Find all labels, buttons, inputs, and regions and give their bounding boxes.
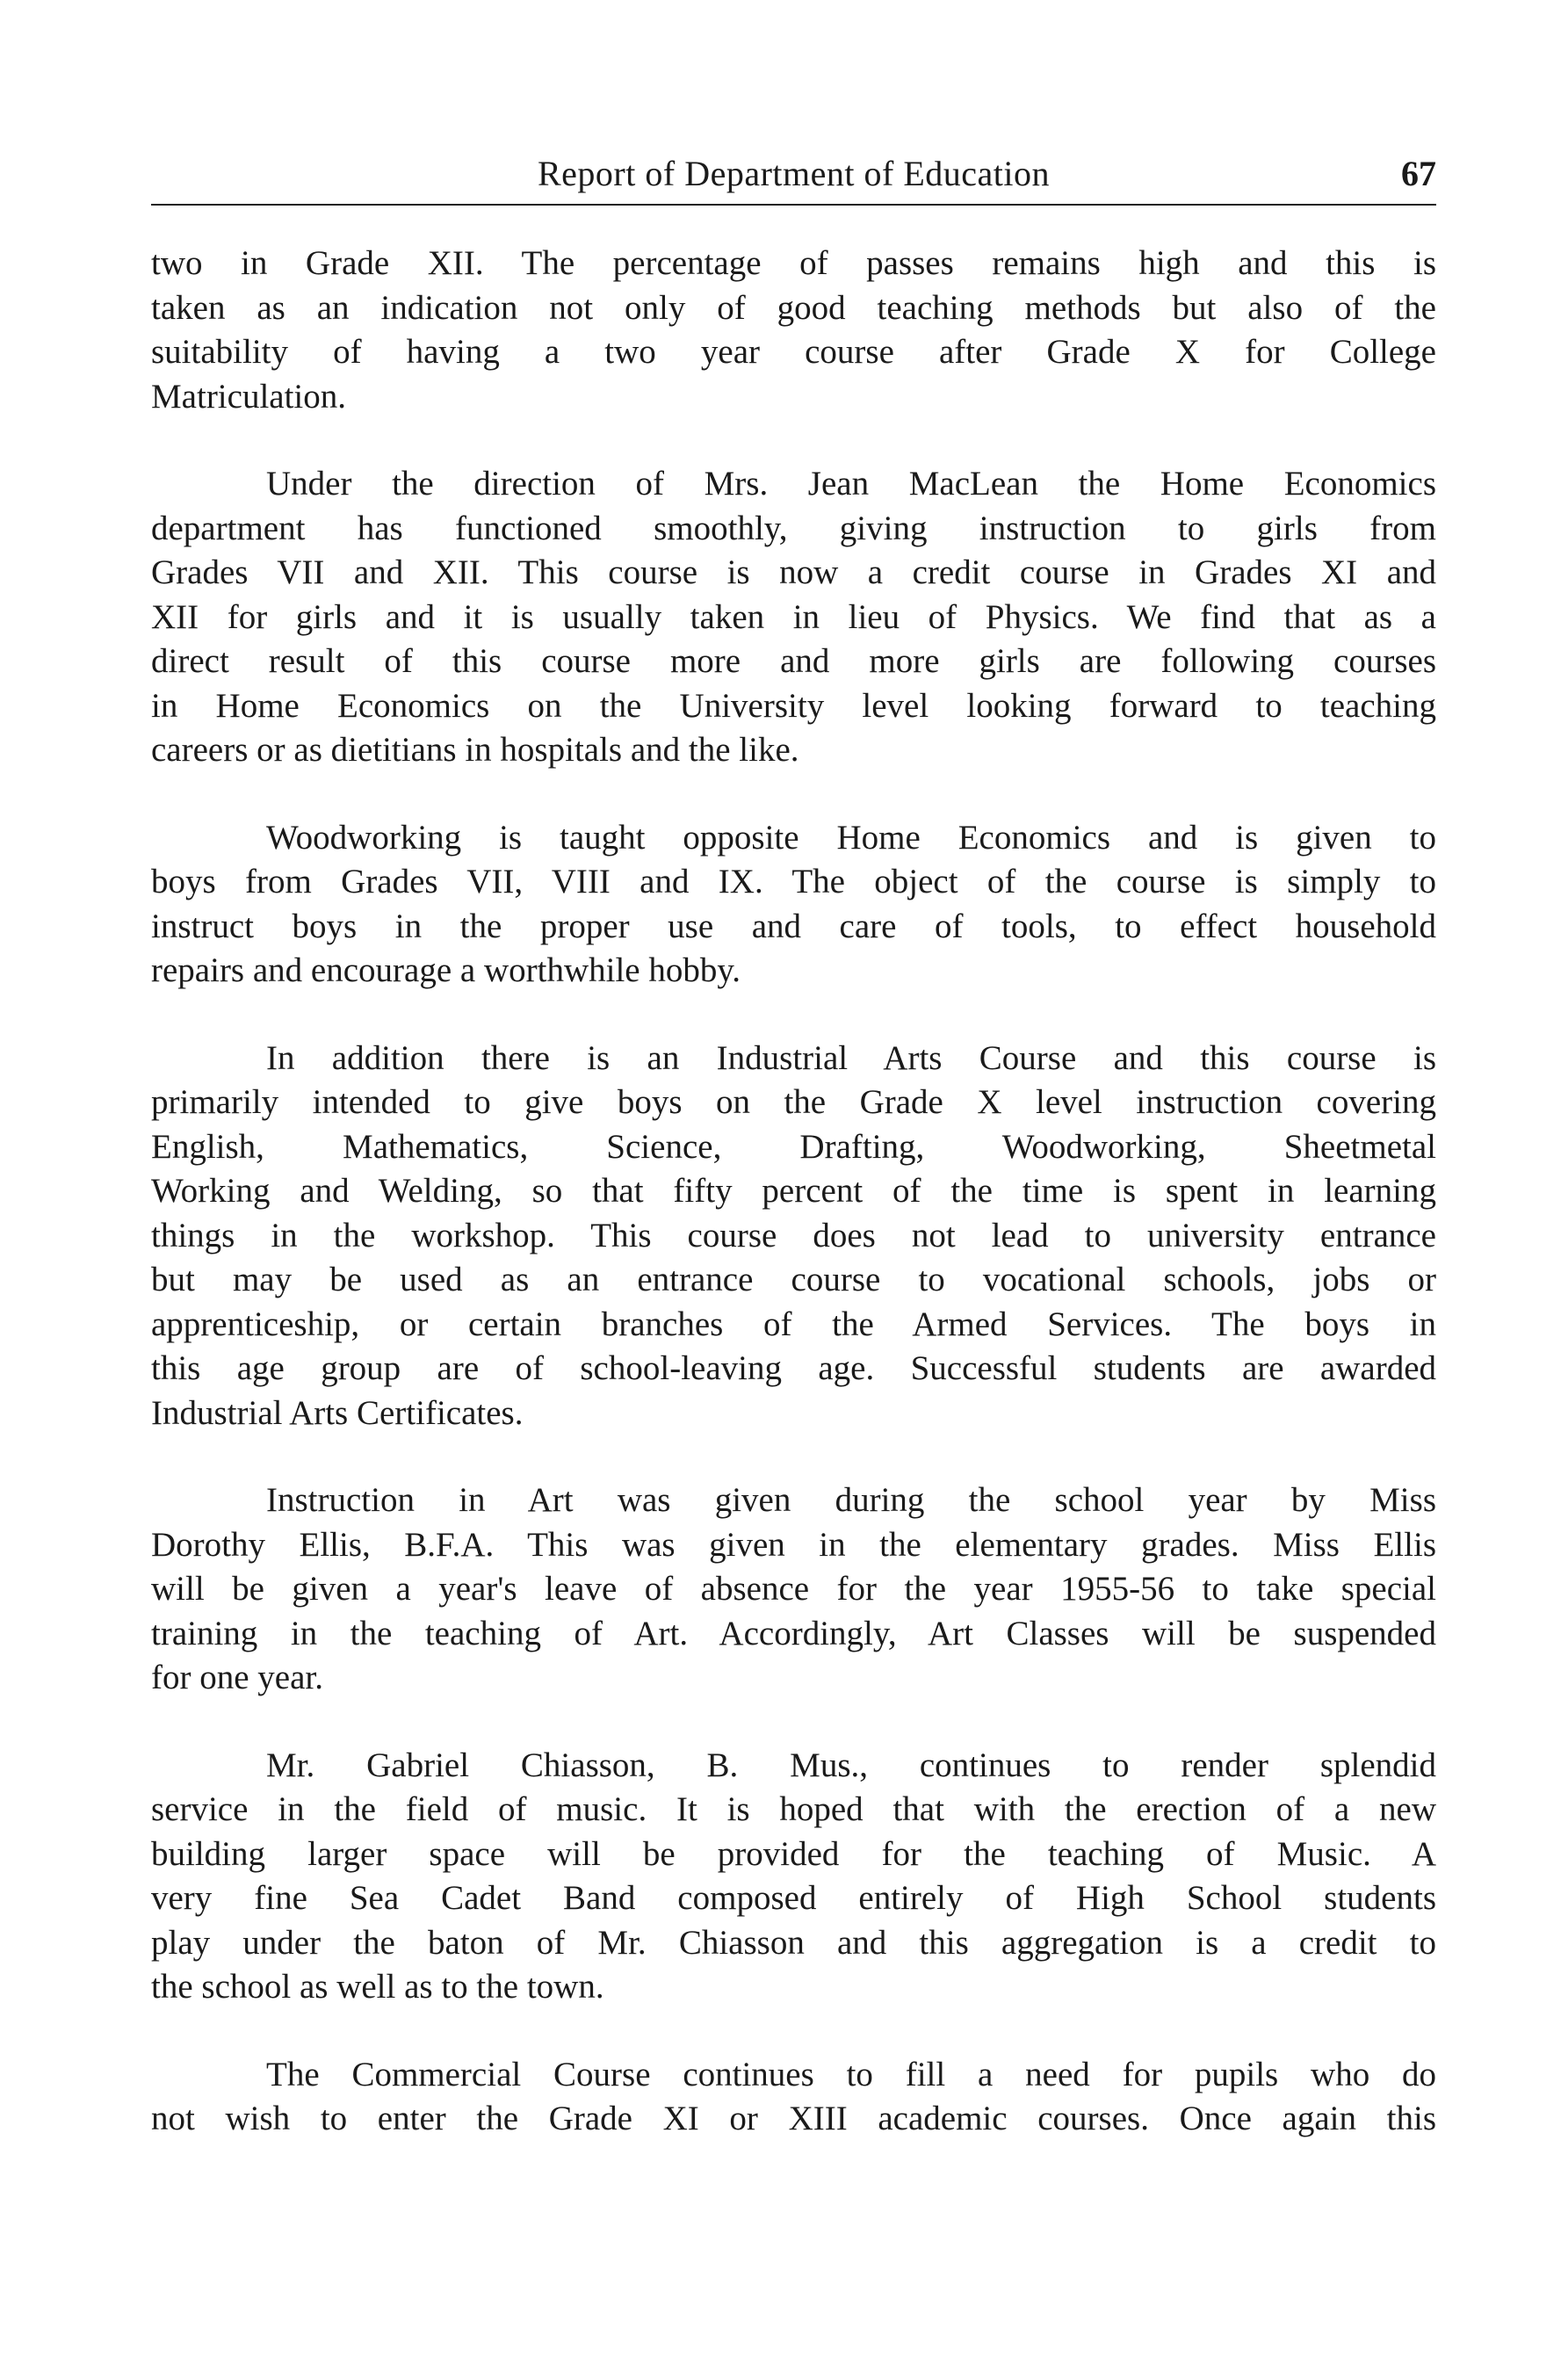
text-line: Instruction in Art was given during the school year by Miss — [266, 1481, 1436, 1519]
text-line: Working and Welding, so that fifty percent of the time is spent in learning — [151, 1172, 1436, 1210]
text-line: XII for girls and it is usually taken in lieu of Physics. We find that as a — [151, 597, 1436, 636]
text-line: In addition there is an Industrial Arts Course and this course is — [266, 1038, 1436, 1077]
running-title: Report of Department of Education — [538, 154, 1050, 193]
running-head — [151, 148, 1436, 200]
text-line: Industrial Arts Certificates. — [151, 1393, 524, 1432]
text-line: things in the workshop. This course does not lead to university entrance — [151, 1216, 1436, 1254]
text-line: primarily intended to give boys on the Grade X level instruction covering — [151, 1083, 1436, 1121]
text-line: taken as an indication not only of good teaching methods but also of the — [151, 288, 1436, 327]
text-line: will be given a year's leave of absence for the year 1955-56 to take special — [151, 1570, 1436, 1608]
text-line: Dorothy Ellis, B.F.A. This was given in the elementary grades. Miss Ellis — [151, 1525, 1436, 1564]
paragraph-grade-xii-passes — [151, 242, 1436, 419]
text-line: play under the baton of Mr. Chiasson and this aggregation is a credit to — [151, 1923, 1436, 1962]
text-line: not wish to enter the Grade XI or XIII academic courses. Once again this — [151, 2100, 1436, 2137]
paragraph-woodworking — [151, 816, 1436, 994]
paragraph-art — [151, 1478, 1436, 1701]
text-line: boys from Grades VII, VIII and IX. The object of the course is simply to — [151, 863, 1436, 900]
text-line: Grades VII and XII. This course is now a credit course in Grades XI and — [151, 553, 1436, 591]
text-line: two in Grade XII. The percentage of passes remains high and this is — [151, 244, 1436, 282]
text-line: the school as well as to the town. — [151, 1968, 604, 2006]
text-line: building larger space will be provided for the teaching of Music. A — [151, 1834, 1436, 1873]
text-line: in Home Economics on the University level looking forward to teaching — [151, 686, 1436, 725]
text-line: direct result of this course more and more girls are following courses — [151, 642, 1436, 680]
text-line: English, Mathematics, Science, Drafting, Woodworking, Sheetmetal — [151, 1127, 1436, 1166]
text-line: careers or as dietitians in hospitals and the like. — [151, 731, 799, 769]
header-rule — [151, 204, 1436, 206]
text-line: repairs and encourage a worthwhile hobby. — [151, 951, 741, 989]
text-line: Matriculation. — [151, 377, 347, 416]
text-line: Under the direction of Mrs. Jean MacLean the Home Economics — [266, 465, 1436, 502]
text-line: training in the teaching of Art. Accordingly, Art Classes will be suspended — [151, 1614, 1436, 1652]
text-line: apprenticeship, or certain branches of the Armed Services. The boys in — [151, 1305, 1436, 1343]
text-line: Mr. Gabriel Chiasson, B. Mus., continues to render splendid — [266, 1746, 1436, 1784]
page-number: 67 — [1401, 154, 1436, 193]
paragraph-industrial-arts — [151, 1037, 1436, 1436]
text-line: for one year. — [151, 1659, 323, 1696]
text-line: but may be used as an entrance course to vocational schools, jobs or — [151, 1261, 1436, 1298]
text-line: Woodworking is taught opposite Home Economics and is given to — [266, 818, 1436, 857]
body-text — [151, 242, 1436, 2142]
paragraph-home-economics — [151, 462, 1436, 773]
text-line: The Commercial Course continues to fill a need for pupils who do — [266, 2055, 1436, 2093]
text-line: instruct boys in the proper use and care of tools, to effect household — [151, 907, 1436, 945]
text-line: this age group are of school-leaving age. Successful students are awarded — [151, 1349, 1436, 1387]
paragraph-music — [151, 1744, 1436, 2010]
paragraph-commercial-course — [151, 2053, 1436, 2142]
text-line: very fine Sea Cadet Band composed entirely of High School students — [151, 1879, 1436, 1917]
text-line: suitability of having a two year course after Grade X for College — [151, 333, 1436, 371]
text-line: service in the field of music. It is hoped that with the erection of a new — [151, 1790, 1436, 1828]
text-line: department has functioned smoothly, giving instruction to girls from — [151, 509, 1436, 547]
